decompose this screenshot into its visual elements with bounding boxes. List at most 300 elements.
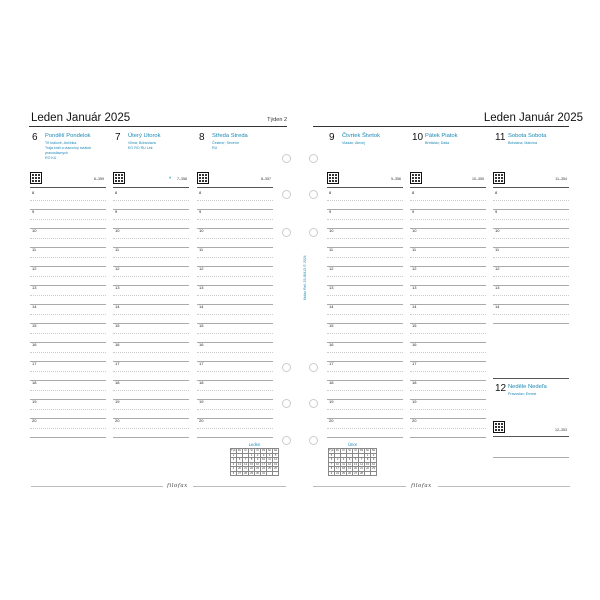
qr-code-icon: [410, 172, 422, 184]
half-hour-line: [113, 295, 189, 296]
half-hour-line: [410, 428, 486, 429]
hour-label: 13: [115, 285, 120, 290]
mini-calendar-weekday: Pá: [359, 449, 364, 452]
day-name: Sobota Sobota: [508, 133, 547, 139]
half-hour-line: [30, 409, 106, 410]
day-column-9[interactable]: [327, 128, 403, 458]
hour-label: 20: [32, 418, 37, 423]
mini-calendar-day: 4: [341, 458, 347, 463]
mini-calendar-day: 9: [329, 471, 335, 476]
mini-calendar-day: 25: [342, 471, 345, 475]
hour-label: 14: [115, 304, 120, 309]
hour-label: 11: [412, 247, 417, 252]
half-hour-line: [30, 428, 106, 429]
half-hour-line: [410, 257, 486, 258]
half-hour-line: [327, 390, 403, 391]
mini-calendar-day: 4: [267, 453, 273, 458]
mini-calendar-day: 18: [268, 462, 271, 466]
hour-label: 14: [32, 304, 37, 309]
day-column-10[interactable]: [410, 128, 486, 458]
hour-label: 13: [329, 285, 334, 290]
mini-calendar-day: 5: [347, 458, 353, 463]
hour-label: 15: [329, 323, 334, 328]
half-hour-line: [113, 390, 189, 391]
mini-calendar-day: 4: [231, 467, 237, 472]
half-hour-line: [327, 409, 403, 410]
day-of-year: 11–354: [555, 177, 567, 181]
hour-label: 12: [32, 266, 37, 271]
day-number: 9: [329, 132, 335, 143]
half-hour-line: [410, 200, 486, 201]
half-hour-line: [327, 200, 403, 201]
hour-label: 12: [329, 266, 334, 271]
title-rule: [29, 126, 287, 127]
half-hour-line: [410, 219, 486, 220]
footer-rule: [31, 486, 163, 487]
half-hour-line: [30, 295, 106, 296]
half-hour-line: [327, 314, 403, 315]
half-hour-line: [197, 314, 273, 315]
mini-calendar-day: 8: [365, 458, 371, 463]
mini-calendar-day: 19: [348, 467, 351, 470]
binder-hole: [282, 363, 291, 372]
hour-label: 8: [412, 190, 415, 195]
day-number: 7: [115, 132, 121, 143]
half-hour-line: [30, 257, 106, 258]
mini-calendar-day: 5: [329, 453, 335, 458]
half-hour-line: [493, 314, 569, 315]
moon-phase-icon: ◐: [169, 175, 173, 181]
half-hour-line: [410, 276, 486, 277]
mini-calendar-day: 2: [371, 453, 377, 458]
half-hour-line: [197, 295, 273, 296]
mini-calendar-grid: [328, 448, 377, 476]
hour-label: 19: [115, 399, 120, 404]
half-hour-line: [30, 276, 106, 277]
half-hour-line: [113, 238, 189, 239]
day-column-12[interactable]: [493, 378, 569, 459]
hour-label: 13: [199, 285, 204, 290]
hour-label: 17: [412, 361, 417, 366]
mini-calendar-grid: [230, 448, 279, 476]
mini-calendar-day: [273, 471, 279, 476]
mini-calendar-day: 20: [354, 467, 357, 470]
mini-calendar-day: 25: [268, 467, 271, 470]
day-number: 11: [495, 132, 506, 143]
hour-label: 18: [32, 380, 37, 385]
mini-calendar-february: [328, 442, 377, 476]
mini-calendar-weekday: Čt: [256, 449, 259, 452]
hour-label: 15: [32, 323, 37, 328]
mini-calendar-day: 21: [360, 467, 363, 470]
binder-hole: [309, 363, 318, 372]
day-name: Středa Streda: [212, 133, 248, 139]
mini-calendar-day: 2: [231, 458, 237, 463]
hour-label: 17: [115, 361, 120, 366]
day-rule: [493, 436, 569, 437]
mini-calendar-title: Leden: [248, 442, 261, 447]
footer-rule: [193, 486, 286, 487]
half-hour-line: [327, 333, 403, 334]
half-hour-line: [113, 200, 189, 201]
mini-calendar-day: 19: [274, 462, 277, 466]
mini-calendar-day: 17: [262, 462, 265, 466]
half-hour-line: [30, 314, 106, 315]
day-name: Pátek Piatok: [425, 133, 458, 139]
half-hour-line: [493, 276, 569, 277]
mini-calendar-day: 1: [231, 453, 237, 458]
mini-calendar-weekday: Čt: [354, 449, 357, 452]
mini-calendar-weekday: Pá: [261, 449, 266, 452]
half-hour-line: [30, 390, 106, 391]
mini-calendar-weekday: So: [365, 449, 370, 452]
mini-calendar-day: 17: [336, 467, 339, 470]
half-hour-line: [113, 428, 189, 429]
day-name: Pondělí Pondelok: [45, 133, 91, 139]
mini-calendar-day: 29: [250, 471, 253, 475]
hour-label: 15: [412, 323, 417, 328]
half-hour-line: [493, 257, 569, 258]
half-hour-line: [327, 238, 403, 239]
mini-calendar-day: 30: [256, 471, 259, 475]
hour-label: 9: [329, 209, 332, 214]
mini-calendar-day: 7: [329, 462, 335, 467]
half-hour-line: [197, 276, 273, 277]
mini-calendar-day: 16: [256, 462, 259, 466]
half-hour-line: [197, 352, 273, 353]
hour-slot[interactable]: [493, 439, 569, 458]
page-title: Leden Január 2025: [483, 112, 583, 124]
half-hour-line: [30, 352, 106, 353]
mini-calendar-day: 5: [273, 453, 279, 458]
hour-label: 14: [329, 304, 334, 309]
day-of-year: 12–353: [555, 428, 567, 432]
half-hour-line: [30, 333, 106, 334]
mini-calendar-title: Únor: [347, 442, 358, 447]
hour-label: 9: [32, 209, 35, 214]
hour-label: 19: [412, 399, 417, 404]
day-column-7[interactable]: [113, 128, 189, 458]
mini-calendar-day: 27: [238, 471, 241, 475]
hour-label: 20: [412, 418, 417, 423]
mini-calendar-day: 24: [262, 467, 265, 470]
hour-label: 16: [115, 342, 120, 347]
half-hour-line: [113, 257, 189, 258]
hour-label: 11: [32, 247, 37, 252]
mini-calendar-weekday: St: [348, 449, 351, 452]
half-hour-line: [197, 200, 273, 201]
half-hour-line: [327, 371, 403, 372]
half-hour-line: [327, 257, 403, 258]
brand-logo: filofax: [167, 483, 188, 489]
mini-calendar-january: [230, 442, 279, 476]
day-number: 6: [32, 132, 38, 143]
half-hour-line: [30, 200, 106, 201]
day-of-year: 8–357: [261, 177, 271, 181]
qr-code-icon: [493, 421, 505, 433]
binder-hole: [309, 436, 318, 445]
name-days: Tři králové, Ančinka Traja králi a vianočný sviatok pravoslávnych RO KU: [45, 141, 92, 160]
mini-calendar-day: 5: [231, 471, 237, 476]
mini-calendar-day: 6: [353, 458, 359, 463]
hour-label: 8: [329, 190, 332, 195]
mini-calendar-day: 28: [244, 471, 247, 475]
mini-calendar-day: 2: [255, 453, 261, 458]
day-column-6[interactable]: [30, 128, 106, 458]
mini-calendar-weekday: St: [250, 449, 253, 452]
mini-calendar-day: 8: [329, 467, 335, 472]
hour-label: 18: [199, 380, 204, 385]
hour-label: 16: [412, 342, 417, 347]
mini-calendar-day: 24: [336, 471, 339, 475]
half-hour-line: [113, 314, 189, 315]
week-number: Týden 2: [267, 117, 287, 123]
mini-calendar-day: 20: [238, 467, 241, 470]
half-hour-line: [197, 428, 273, 429]
mini-calendar-weekday: Po: [335, 449, 340, 452]
mini-calendar-day: 15: [366, 462, 369, 466]
half-hour-line: [197, 409, 273, 410]
hour-label: 20: [115, 418, 120, 423]
hour-label: 9: [412, 209, 415, 214]
mini-calendar-weekday: Út: [342, 449, 345, 452]
hour-label: 17: [32, 361, 37, 366]
half-hour-line: [410, 390, 486, 391]
mini-calendar-day: 16: [372, 462, 375, 466]
day-rule: [410, 187, 486, 188]
half-hour-line: [410, 352, 486, 353]
mini-calendar-weekday: Ne: [371, 449, 376, 452]
hour-label: 10: [32, 228, 37, 233]
hour-label: 14: [412, 304, 417, 309]
brand-logo: filofax: [411, 483, 432, 489]
mini-calendar-day: 12: [274, 458, 277, 461]
day-name: Čtvrtek Štvrtok: [342, 133, 381, 139]
hour-label: 20: [199, 418, 204, 423]
hour-label: 12: [412, 266, 417, 271]
half-hour-line: [113, 352, 189, 353]
hour-label: 15: [199, 323, 204, 328]
half-hour-line: [327, 295, 403, 296]
half-hour-line: [197, 219, 273, 220]
half-hour-line: [197, 371, 273, 372]
binder-hole: [282, 190, 291, 199]
hour-label: 12: [495, 266, 500, 271]
day-number: 8: [199, 132, 205, 143]
mini-calendar-day: 12: [348, 462, 351, 466]
hour-label: 19: [329, 399, 334, 404]
footer-rule: [313, 486, 406, 487]
mini-calendar-weekday: Týd.: [231, 449, 237, 452]
day-rule: [493, 187, 569, 188]
half-hour-line: [410, 314, 486, 315]
mini-calendar-day: 21: [244, 467, 247, 470]
hour-label: 10: [199, 228, 204, 233]
mini-calendar-day: 7: [359, 458, 365, 463]
day-number: 10: [412, 132, 424, 143]
mini-calendar-weekday: Ne: [273, 449, 278, 452]
half-hour-line: [197, 238, 273, 239]
mini-calendar-weekday: Út: [244, 449, 247, 452]
hour-label: 14: [199, 304, 204, 309]
qr-code-icon: [197, 172, 209, 184]
half-hour-line: [30, 238, 106, 239]
half-hour-line: [410, 295, 486, 296]
qr-code-icon: [493, 172, 505, 184]
mini-calendar-day: 10: [336, 462, 339, 466]
mini-calendar-day: 23: [372, 467, 375, 470]
hour-label: 13: [32, 285, 37, 290]
day-rule: [30, 187, 106, 188]
mini-calendar-day: 7: [243, 458, 249, 463]
half-hour-line: [493, 200, 569, 201]
hour-label: 11: [115, 247, 120, 252]
hour-label: 16: [329, 342, 334, 347]
day-rule: [197, 187, 273, 188]
mini-calendar-day: 8: [249, 458, 255, 463]
day-column-11[interactable]: [493, 128, 569, 378]
half-hour-line: [493, 295, 569, 296]
mini-calendar-day: 11: [268, 458, 271, 461]
day-rule: [113, 187, 189, 188]
hour-label: 20: [329, 418, 334, 423]
hour-label: 13: [495, 285, 500, 290]
mini-calendar-day: 14: [244, 462, 247, 466]
mini-calendar-day: 3: [261, 453, 267, 458]
half-hour-line: [113, 333, 189, 334]
mini-calendar-day: 1: [365, 453, 371, 458]
qr-code-icon: [113, 172, 125, 184]
mini-calendar-day: 9: [371, 458, 377, 463]
half-hour-line: [327, 276, 403, 277]
footer-rule: [438, 486, 570, 487]
half-hour-line: [113, 219, 189, 220]
day-of-year: 10–355: [472, 177, 484, 181]
half-hour-line: [493, 219, 569, 220]
half-hour-line: [197, 333, 273, 334]
hour-label: 15: [115, 323, 120, 328]
hour-label: 10: [329, 228, 334, 233]
mini-calendar-day: 26: [274, 467, 277, 470]
hour-label: 8: [199, 190, 202, 195]
name-days: Bohdana; Malvína: [508, 141, 537, 145]
name-days: Pravoslav; Ernest: [508, 392, 537, 396]
day-name: Neděle Nedeľa: [508, 384, 547, 390]
binder-hole: [309, 399, 318, 408]
half-hour-line: [30, 371, 106, 372]
day-number: 12: [495, 383, 507, 394]
half-hour-line: [113, 371, 189, 372]
qr-code-icon: [327, 172, 339, 184]
mini-calendar-weekday: So: [267, 449, 272, 452]
hour-label: 18: [329, 380, 334, 385]
mini-calendar-day: 3: [231, 462, 237, 467]
mini-calendar-day: 28: [360, 471, 363, 475]
mini-calendar-day: 18: [342, 467, 345, 470]
mini-calendar-day: 31: [262, 471, 265, 475]
half-hour-line: [493, 238, 569, 239]
hour-label: 10: [495, 228, 500, 233]
copyright-side-text: filofax Ref: 25-68415 © 2024: [303, 255, 307, 300]
name-days: Břetislav; Dáša: [425, 141, 450, 145]
day-column-8[interactable]: [197, 128, 273, 458]
half-hour-line: [410, 371, 486, 372]
hour-label: 11: [199, 247, 204, 252]
day-of-year: 6–359: [94, 177, 104, 181]
hour-label: 19: [32, 399, 37, 404]
half-hour-line: [410, 333, 486, 334]
binder-hole: [282, 399, 291, 408]
hour-label: 16: [32, 342, 37, 347]
hour-label: 9: [495, 209, 498, 214]
half-hour-line: [197, 257, 273, 258]
day-rule: [327, 187, 403, 188]
mini-calendar-day: [371, 471, 377, 476]
hour-label: 14: [495, 304, 500, 309]
mini-calendar-day: 22: [250, 467, 253, 470]
day-name: Úterý Utorok: [128, 133, 161, 139]
mini-calendar-weekday: Týd.: [329, 449, 335, 452]
half-hour-line: [30, 219, 106, 220]
half-hour-line: [113, 409, 189, 410]
binder-hole: [309, 154, 318, 163]
binder-hole: [282, 228, 291, 237]
half-hour-line: [327, 352, 403, 353]
hour-label: 8: [495, 190, 498, 195]
mini-calendar-day: 13: [354, 462, 357, 466]
hour-label: 9: [199, 209, 202, 214]
mini-calendar-day: 13: [238, 462, 241, 466]
mini-calendar-day: 27: [354, 471, 357, 475]
half-hour-line: [327, 219, 403, 220]
hour-label: 8: [115, 190, 118, 195]
hour-label: 8: [32, 190, 35, 195]
left-page: [17, 104, 287, 504]
hour-label: 17: [329, 361, 334, 366]
hour-label: 10: [115, 228, 120, 233]
hour-label: 18: [115, 380, 120, 385]
mini-calendar-day: 1: [249, 453, 255, 458]
mini-calendar-day: 6: [237, 458, 243, 463]
hour-label: 12: [199, 266, 204, 271]
mini-calendar-weekday: Po: [237, 449, 242, 452]
mini-calendar-day: 11: [342, 462, 345, 466]
binder-hole: [282, 154, 291, 163]
day-of-year: 9–356: [391, 177, 401, 181]
hour-label: 11: [329, 247, 334, 252]
hour-label: 18: [412, 380, 417, 385]
half-hour-line: [327, 428, 403, 429]
hour-label: 13: [412, 285, 417, 290]
mini-calendar-day: 14: [360, 462, 363, 466]
name-days: Čestmír; Severín RU: [212, 141, 239, 150]
half-hour-line: [410, 409, 486, 410]
day-of-year: 7–358: [177, 177, 187, 181]
hour-label: 17: [199, 361, 204, 366]
title-rule: [313, 126, 569, 127]
mini-calendar-day: 26: [348, 471, 351, 475]
hour-label: 9: [115, 209, 118, 214]
hour-label: 12: [115, 266, 120, 271]
hour-label: 19: [199, 399, 204, 404]
mini-calendar-day: 15: [250, 462, 253, 466]
mini-calendar-day: 22: [366, 467, 369, 470]
binder-hole: [282, 436, 291, 445]
page-title: Leden Január 2025: [31, 112, 131, 124]
right-page: [313, 104, 583, 504]
half-hour-line: [197, 390, 273, 391]
half-hour-line: [113, 276, 189, 277]
